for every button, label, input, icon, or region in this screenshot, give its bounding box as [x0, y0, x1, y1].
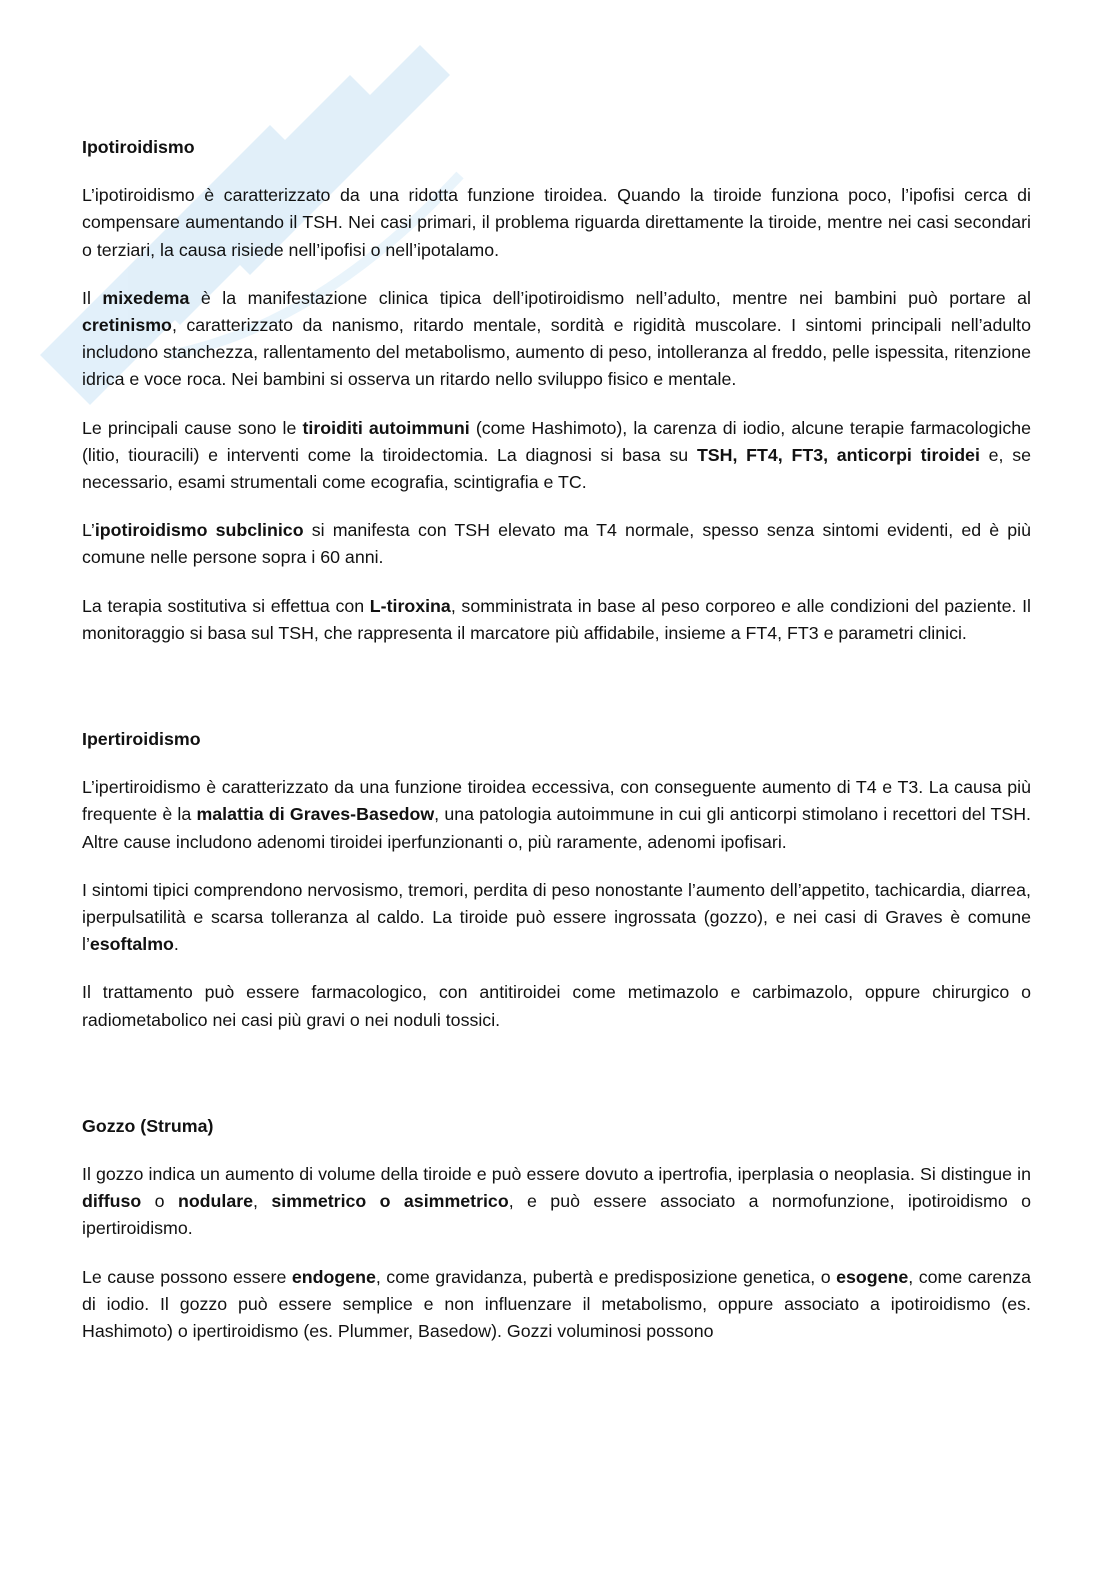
text-run: , una patologia autoimmune in cui gli anticorpi stimolano i recettori del TSH. Altre cause includono adenomi tiroidei iperfunzionanti o, più raramente, adenomi ipofisari.: [82, 804, 1031, 852]
bold-text: endogene: [291, 1266, 376, 1287]
section-gap: [82, 1055, 1031, 1113]
text-run: (come Hashimoto), la carenza di iodio, alcune terapie farmacologiche (litio, tiouracili) e interventi come la tiroidectomia. La diagnosi si basa su: [82, 417, 1031, 465]
paragraph: [82, 979, 1031, 1033]
text-run: , come gravidanza, pubertà e predisposizione genetica, o: [375, 1266, 837, 1287]
text-run: La terapia sostitutiva si effettua con: [82, 595, 370, 616]
text-run: Le cause possono essere: [82, 1266, 292, 1287]
text-run: è la manifestazione clinica tipica dell’ipotiroidismo nell’adulto, mentre nei bambini può portare al: [189, 287, 1031, 308]
paragraph: [82, 415, 1031, 497]
section-title: Gozzo (Struma): [82, 1115, 214, 1136]
document-page: [82, 134, 1031, 1366]
paragraph: [82, 285, 1031, 394]
text-run: L’: [82, 520, 95, 541]
section-title: Ipertiroidismo: [82, 729, 201, 750]
bold-text: L-tiroxina: [369, 595, 451, 616]
text-run: ,: [253, 1191, 272, 1212]
text-run: .: [173, 934, 179, 955]
text-run: o: [141, 1191, 178, 1212]
text-run: Le principali cause sono le: [82, 417, 303, 438]
text-run: si manifesta con TSH elevato ma T4 normale, spesso senza sintomi evidenti, ed è più comune nelle persone sopra i 60 anni.: [82, 520, 1032, 568]
paragraph: [82, 182, 1031, 264]
bold-text: cretinismo: [82, 315, 172, 336]
bold-text: mixedema: [102, 287, 190, 308]
bold-text: nodulare: [177, 1191, 254, 1212]
section-title: Ipotiroidismo: [82, 137, 195, 157]
bold-text: esoftalmo: [89, 934, 174, 955]
text-run: , e può essere associato a normofunzione, ipotiroidismo o ipertiroidismo.: [82, 1191, 1031, 1239]
text-run: , come carenza di iodio. Il gozzo può essere semplice e non influenzare il metabolismo, oppure associato a ipotiroidismo (es. Hashimoto) o ipertiroidismo (es. Plummer, Basedow). Gozzi voluminosi possono: [82, 1266, 1031, 1342]
paragraph: [82, 517, 1031, 571]
text-run: , somministrata in base al peso corporeo e alle condizioni del paziente. Il monitoraggio si basa sul TSH, che rappresenta il marcatore più affidabile, insieme a FT4, FT3 e parametri clinici.: [82, 595, 1031, 643]
paragraph: [82, 877, 1031, 959]
text-run: Il: [82, 287, 103, 308]
text-run: , caratterizzato da nanismo, ritardo mentale, sordità e rigidità muscolare. I sintomi principali nell’adulto includono stanchezza, rallentamento del metabolismo, aumento di peso, intolleranza al freddo, pelle ispessita, ritenzione idrica e voce roca. Nei bambini si osserva un ritardo nello sviluppo fisico e mentale.: [82, 315, 1031, 390]
bold-text: malattia di Graves-Basedow: [196, 804, 435, 825]
text-run: e, se necessario, esami strumentali come ecografia, scintigrafia e TC.: [82, 444, 1031, 493]
section-gap: [82, 668, 1031, 726]
paragraph: [82, 1264, 1031, 1346]
text-run: Il trattamento può essere farmacologico, con antitiroidei come metimazolo e carbimazolo, oppure chirurgico o radiometabolico nei casi più gravi o nei noduli tossici.: [82, 982, 1031, 1030]
bold-text: tiroiditi autoimmuni: [302, 417, 470, 438]
bold-text: ipotiroidismo subclinico: [94, 520, 304, 541]
bold-text: diffuso: [82, 1191, 142, 1212]
paragraph: [82, 1161, 1031, 1243]
bold-text: simmetrico o asimmetrico: [271, 1191, 509, 1212]
text-run: Il gozzo indica un aumento di volume della tiroide e può essere dovuto a ipertrofia, iperplasia o neoplasia. Si distingue in: [82, 1164, 1031, 1185]
bold-text: esogene: [836, 1266, 909, 1287]
paragraph: [82, 593, 1031, 647]
paragraph: [82, 774, 1031, 856]
text-run: L’ipotiroidismo è caratterizzato da una ridotta funzione tiroidea. Quando la tiroide funziona poco, l’ipofisi cerca di compensare aumentando il TSH. Nei casi primari, il problema riguarda direttamente la tiroide, mentre nei casi secondari o terziari, la causa risiede nell’ipofisi o nell’ipotalamo.: [82, 185, 1031, 260]
text-run: L’ipertiroidismo è caratterizzato da una funzione tiroidea eccessiva, con conseguente aumento di T4 e T3. La causa più frequente è la: [82, 777, 1031, 825]
text-run: I sintomi tipici comprendono nervosismo, tremori, perdita di peso nonostante l’aumento dell’appetito, tachicardia, diarrea, iperpulsatilità e scarsa tolleranza al caldo. La tiroide può essere ingrossata (gozzo), e nei casi di Graves è comune l’: [82, 879, 1031, 955]
bold-text: TSH, FT4, FT3, anticorpi tiroidei: [696, 444, 980, 465]
